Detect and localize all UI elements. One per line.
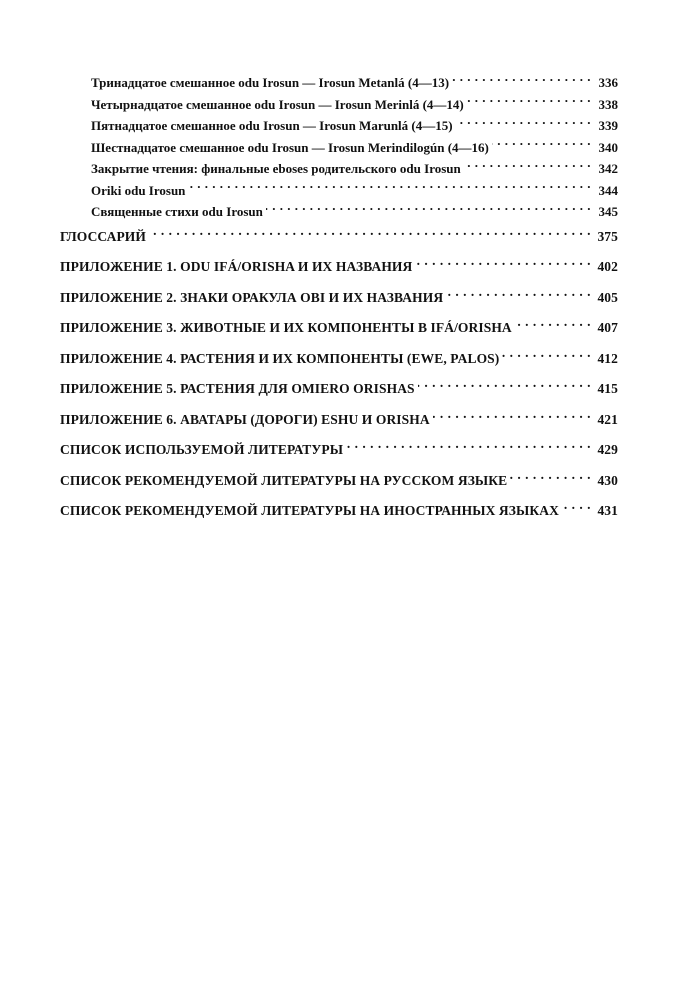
toc-entry-title: ПРИЛОЖЕНИЕ 6. АВАТАРЫ (ДОРОГИ) ESHU И ORISHA <box>60 411 430 427</box>
toc-dot-leader <box>149 227 591 241</box>
toc-page-number: 342 <box>598 161 618 176</box>
toc-entry-sub[interactable] <box>60 115 618 137</box>
toc-dot-leader <box>464 160 591 173</box>
toc-page-number: 340 <box>598 139 618 155</box>
toc-page-number: 339 <box>598 118 618 133</box>
toc-dot-leader <box>418 380 591 394</box>
toc-dot-leader <box>433 410 591 424</box>
toc-dot-leader <box>467 96 591 109</box>
toc-entry-title: ПРИЛОЖЕНИЕ 1. ODU IFÁ/ORISHA И ИХ НАЗВАНИЯ <box>60 259 413 274</box>
toc-dot-leader <box>492 139 591 152</box>
toc-dot-leader <box>502 349 591 363</box>
toc-entry-title: ПРИЛОЖЕНИЕ 5. РАСТЕНИЯ ДЛЯ OMIERO ORISHAS <box>60 381 415 396</box>
toc-page-number: 431 <box>597 503 618 518</box>
toc-entry-title: ГЛОССАРИЙ <box>60 228 147 244</box>
toc-entry-sub[interactable] <box>60 201 618 223</box>
toc-entry-appendix-1[interactable] <box>60 256 618 277</box>
toc-entry-sub[interactable] <box>60 94 618 116</box>
toc-entry-recommended-foreign[interactable] <box>60 500 618 521</box>
toc-page-number: 405 <box>597 289 618 305</box>
toc-page-number: 430 <box>597 472 618 488</box>
toc-entry-sub[interactable] <box>60 158 618 180</box>
toc-entry-title: СПИСОК ИСПОЛЬЗУЕМОЙ ЛИТЕРАТУРЫ <box>60 442 344 457</box>
table-of-contents <box>60 72 618 521</box>
toc-page-number: 412 <box>597 350 618 366</box>
toc-page-number: 421 <box>597 411 618 427</box>
toc-entry-title: ПРИЛОЖЕНИЕ 2. ЗНАКИ ОРАКУЛА OBI И ИХ НАЗВАНИЯ <box>60 289 444 305</box>
toc-entry-title: Oriki odu Irosun <box>91 182 186 198</box>
toc-dot-leader <box>346 441 591 455</box>
toc-entry-title: Четырнадцатое смешанное odu Irosun — Irosun Merinlá (4—14) <box>91 96 464 112</box>
toc-page-number: 375 <box>597 228 618 244</box>
toc-page-number: 344 <box>598 182 618 198</box>
toc-entry-sub[interactable] <box>60 180 618 202</box>
toc-entry-sub[interactable] <box>60 72 618 94</box>
toc-entry-references[interactable] <box>60 439 618 460</box>
toc-entry-title: Закрытие чтения: финальные eboses родительского odu Irosun <box>91 161 461 176</box>
toc-entry-appendix-5[interactable] <box>60 378 618 399</box>
toc-page-number: 429 <box>597 442 618 457</box>
toc-entry-glossary[interactable] <box>60 226 618 247</box>
toc-entry-appendix-6[interactable] <box>60 409 618 430</box>
toc-page-number: 345 <box>598 204 618 219</box>
toc-dot-leader <box>188 182 591 195</box>
toc-page-number: 402 <box>597 259 618 274</box>
toc-entry-title: ПРИЛОЖЕНИЕ 3. ЖИВОТНЫЕ И ИХ КОМПОНЕНТЫ В IFÁ/ORISHA <box>60 320 512 335</box>
toc-entry-appendix-2[interactable] <box>60 287 618 308</box>
toc-entry-title: Тринадцатое смешанное odu Irosun — Irosun Metanlá (4—13) <box>91 75 450 90</box>
toc-entry-title: ПРИЛОЖЕНИЕ 4. РАСТЕНИЯ И ИХ КОМПОНЕНТЫ (EWE, PALOS) <box>60 350 500 366</box>
toc-entry-recommended-russian[interactable] <box>60 470 618 491</box>
toc-dot-leader <box>266 203 591 216</box>
toc-dot-leader <box>446 288 591 302</box>
toc-dot-leader <box>456 117 591 130</box>
toc-entry-appendix-4[interactable] <box>60 348 618 369</box>
toc-dot-leader <box>510 471 591 485</box>
toc-entry-title: Шестнадцатое смешанное odu Irosun — Irosun Merindilogún (4—16) <box>91 139 489 155</box>
toc-entry-title: Священные стихи odu Irosun <box>91 204 263 219</box>
toc-entry-appendix-3[interactable] <box>60 317 618 338</box>
toc-entry-title: Пятнадцатое смешанное odu Irosun — Irosun Marunlá (4—15) <box>91 118 453 133</box>
toc-page-number: 415 <box>597 381 618 396</box>
toc-entry-title: СПИСОК РЕКОМЕНДУЕМОЙ ЛИТЕРАТУРЫ НА ИНОСТРАННЫХ ЯЗЫКАХ <box>60 503 559 518</box>
toc-page-number: 338 <box>598 96 618 112</box>
toc-page-number: 336 <box>598 75 618 90</box>
toc-dot-leader <box>415 258 591 272</box>
toc-dot-leader <box>452 74 591 87</box>
toc-entry-sub[interactable] <box>60 137 618 159</box>
toc-dot-leader <box>515 319 591 333</box>
toc-entry-title: СПИСОК РЕКОМЕНДУЕМОЙ ЛИТЕРАТУРЫ НА РУССКОМ ЯЗЫКЕ <box>60 472 508 488</box>
toc-dot-leader <box>562 502 591 516</box>
toc-page-number: 407 <box>597 320 618 335</box>
